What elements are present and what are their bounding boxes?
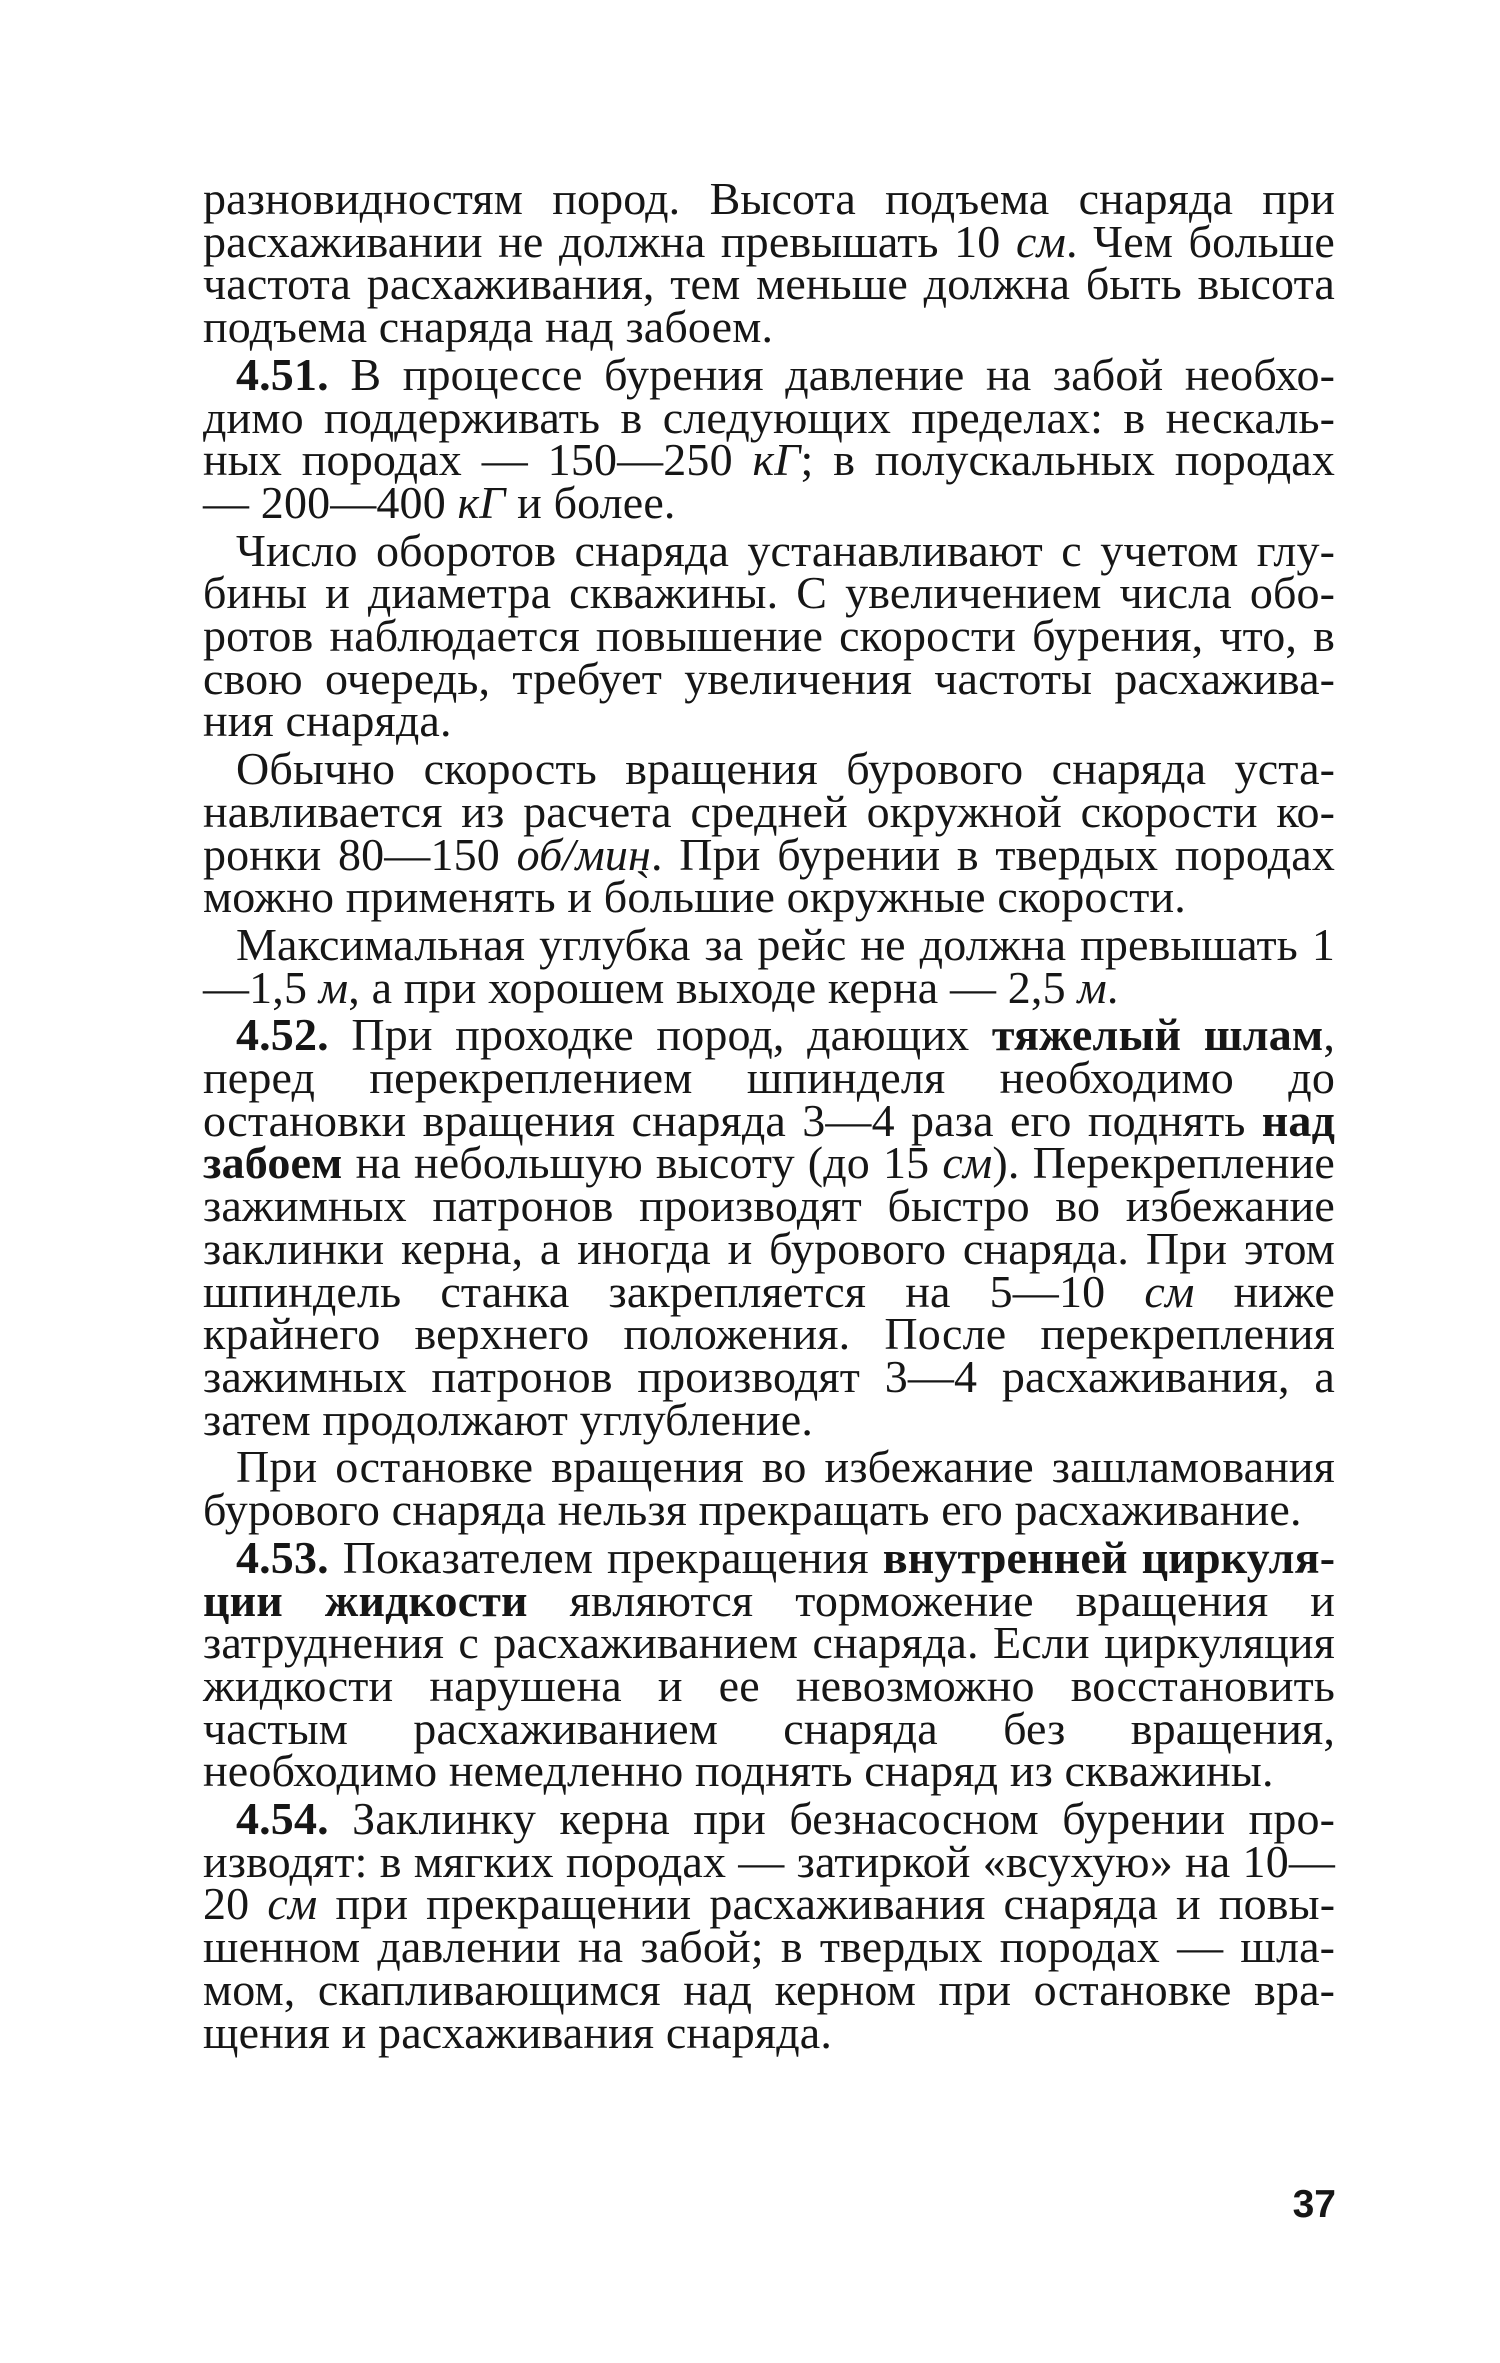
paragraph-continuation (203, 173, 1335, 353)
text-run: При проходке пород, дающих (328, 1009, 992, 1061)
section-number-4-54: 4.54. (236, 1793, 329, 1845)
bold-term: внутренней циркуляции жидкости (203, 1531, 1336, 1626)
paragraph-4-53 (203, 1531, 1336, 1797)
page-number: 37 (1292, 2183, 1336, 2226)
text-run: Показателем прекращения (328, 1531, 883, 1583)
unit-rpm: об/мин (516, 828, 651, 880)
text-run: . При бурении в твердых породах можно применять и бо̀льшие окружные скорости. (203, 828, 1335, 923)
paragraph-rotation-speed (203, 524, 1335, 747)
text-run: ; в полускальных породах — 200—400 (203, 434, 1335, 528)
text-run: . Чем больше частота расхаживания, тем меньше должна быть высота подъема снаряда над забоем. (203, 215, 1335, 353)
text-run: Заклинку керна при безнасосном бурении производят: в мягких породах — затиркой «всухую» на 10—20 (203, 1793, 1335, 1930)
unit-m: м (318, 961, 349, 1013)
text-run: Максимальная углубка за рейс не должна превышать 1—1,5 (203, 918, 1335, 1013)
unit-cm: см (942, 1137, 993, 1189)
unit-m: м (1077, 961, 1107, 1013)
text-run: При остановке вращения во избежание зашламования бурового снаряда нельзя прекращать его расхаживание. (203, 1441, 1335, 1536)
text-run: ). Перекрепление зажимных патронов производят быстро во избежание заклинки керна, а иногда и бурового снаряда. При этом шпиндель станка закрепляется на 5—10 (203, 1137, 1335, 1317)
unit-cm: см (1015, 215, 1067, 267)
text-run: В процессе бурения давление на забой необходимо поддерживать в следующих пределах: в нескальных породах — 150—250 (203, 348, 1335, 486)
bold-term: над забоем (203, 1094, 1335, 1189)
text-run: , перед перекреплением шпинделя необходимо до остановки вращения снаряда 3—4 раза его поднять (203, 1009, 1335, 1146)
paragraph-peripheral-speed (203, 743, 1335, 923)
paragraph-4-52 (203, 1009, 1335, 1445)
text-run: Число оборотов снаряда устанавливают с учетом глубины и диаметра скважины. С увеличением числа оборотов наблюдается повышение скорости бурения, что, в свою очередь, требует увеличения частоты расхаживания снаряда. (203, 524, 1335, 747)
unit-kg: кГ (457, 476, 506, 528)
bold-term: тяжелый шлам (991, 1009, 1324, 1061)
paragraph-max-run-depth (203, 918, 1335, 1013)
page-body (203, 173, 1336, 2059)
text-run: на небольшую высоту (до 15 (342, 1137, 943, 1189)
section-number-4-53: 4.53. (236, 1531, 329, 1583)
text-run: , а при хорошем выходе керна — 2,5 (348, 961, 1078, 1013)
text-run: Обычно скорость вращения бурового снаряда устанавливается из расчета средней окружной скорости коронки 80—150 (203, 743, 1335, 880)
unit-kg: кГ (752, 434, 801, 486)
paragraph-4-51 (203, 348, 1335, 528)
text-run: являются торможение вращения и затруднения с расхаживанием снаряда. Если циркуляция жидкости нарушена и ее невозможно восстановить частым расхаживанием снаряда без вращения, необходимо немедленно поднять снаряд из скважины. (203, 1574, 1335, 1797)
unit-cm: см (1144, 1265, 1195, 1317)
section-number-4-52: 4.52. (236, 1009, 329, 1061)
paragraph-4-54 (203, 1793, 1336, 2058)
paragraph-stop-rotation (203, 1441, 1335, 1536)
text-run: разновидностям пород. Высота подъема снаряда при расхаживании не должна превышать 10 (203, 173, 1335, 267)
text-run: и более. (505, 476, 676, 528)
section-number-4-51: 4.51. (236, 348, 329, 400)
text-run: . (1106, 961, 1119, 1013)
text-run: ниже крайнего верхнего положения. После перекрепления зажимных патронов производят 3—4 расхаживания, а затем продолжают углубление. (203, 1265, 1335, 1445)
text-run: при прекращении расхаживания снаряда и повышенном давлении на забой; в твердых породах — шламом, скапливающимся над керном при остановке вращения и расхаживания снаряда. (203, 1878, 1336, 2058)
unit-cm: см (267, 1878, 318, 1930)
